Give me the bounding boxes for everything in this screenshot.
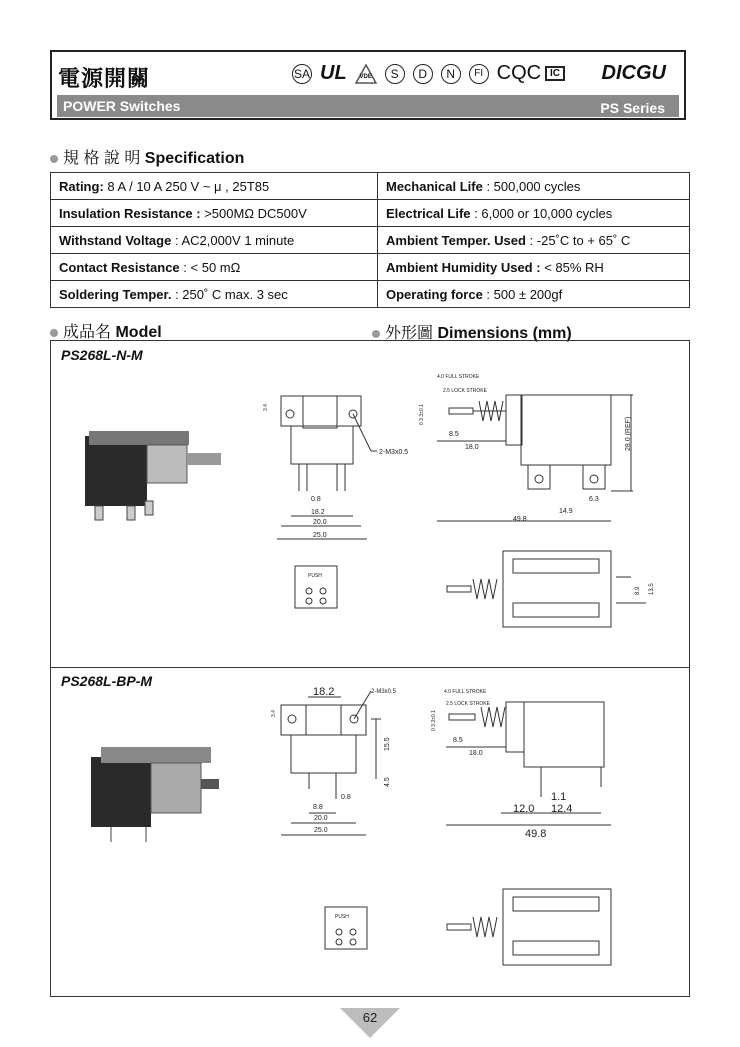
csa-mark-icon: SA — [292, 64, 312, 84]
dim-label: 8.5 — [449, 431, 459, 438]
spec-row — [51, 173, 690, 200]
dim-label: 2-M3x0.5 — [379, 449, 409, 456]
dim-label: 3.4 — [263, 404, 269, 411]
push-label: PUSH — [308, 573, 322, 579]
spec-row — [51, 200, 690, 227]
spec-value: >500MΩ DC500V — [204, 205, 307, 221]
dim-label: 18.2 — [313, 686, 335, 698]
spec-cell — [378, 173, 690, 200]
dim-label: 6.3 — [589, 496, 599, 503]
spec-cell — [378, 227, 690, 254]
spec-label: Rating: — [59, 178, 104, 194]
vde-mark-text: VDE — [359, 73, 372, 80]
spec-label: Mechanical Life — [386, 178, 483, 194]
dim-label: 0.8 — [311, 496, 321, 503]
spec-row — [51, 281, 690, 308]
semko-mark-icon: S — [385, 64, 405, 84]
dim-label: 2.5 LOCK STROKE — [443, 388, 487, 394]
spec-value: : 500,000 cycles — [486, 178, 581, 194]
spec-cell — [51, 281, 378, 308]
dim-label: 4.0 FULL STROKE — [437, 374, 480, 380]
model-1-drawings — [51, 341, 689, 667]
dim-label: 13.5 — [649, 583, 655, 595]
spec-value: : AC2,000V 1 minute — [174, 232, 295, 248]
dim-label: 4.0 FULL STROKE — [444, 689, 487, 695]
spec-heading: 規 格 說 明 Specification — [50, 145, 244, 168]
bullet-icon — [372, 330, 380, 338]
spec-cell — [378, 281, 690, 308]
spec-label: Ambient Humidity Used : — [386, 259, 541, 275]
dim-label: 3.4 — [271, 710, 277, 717]
demko-mark-icon: D — [413, 64, 433, 84]
vde-mark-icon — [355, 64, 377, 84]
title-cn: 電源開關 — [58, 66, 151, 91]
dim-label: 1.1 — [551, 791, 567, 803]
dim-label: 12.0 — [513, 803, 535, 815]
fimko-mark-icon: FI — [469, 64, 489, 84]
spec-label: Ambient Temper. Used — [386, 232, 526, 248]
front-view — [277, 396, 377, 539]
top-view — [447, 889, 611, 965]
push-label: PUSH — [335, 914, 349, 920]
header — [50, 50, 686, 120]
dim-label: 25.0 — [313, 532, 327, 539]
dim-label: 20.0 — [313, 519, 327, 526]
model-box — [50, 340, 690, 997]
spec-value: < 85% RH — [544, 259, 604, 275]
spec-cell — [378, 254, 690, 281]
dim-label: 8.5 — [453, 737, 463, 744]
cqc-mark: CQC — [496, 62, 542, 84]
ul-mark-icon: UL — [320, 62, 347, 84]
spec-label: Soldering Temper. — [59, 286, 172, 302]
bullet-icon — [50, 329, 58, 337]
spec-cell — [51, 227, 378, 254]
spec-value: 8 A / 10 A 250 V ~ μ , 25T85 — [107, 178, 270, 194]
spec-value: : 500 ± 200gf — [486, 286, 563, 302]
spec-value: : -25˚C to + 65˚ C — [529, 232, 631, 248]
bullet-icon — [50, 155, 58, 163]
subtitle: POWER Switches — [63, 98, 181, 114]
spec-table — [50, 172, 690, 308]
spec-value: : < 50 mΩ — [183, 259, 241, 275]
dim-label: 18.0 — [469, 750, 483, 757]
spec-cell — [51, 254, 378, 281]
dim-label: 14.9 — [559, 508, 573, 515]
page-number: 62 — [362, 1010, 378, 1025]
spec-label: Insulation Resistance : — [59, 205, 201, 221]
product-photo — [91, 747, 219, 842]
spec-cell — [51, 200, 378, 227]
spec-label: Withstand Voltage — [59, 232, 172, 248]
dim-label: 49.8 — [525, 828, 547, 840]
spec-value: : 6,000 or 10,000 cycles — [474, 205, 613, 221]
spec-cell — [51, 173, 378, 200]
spec-cell — [378, 200, 690, 227]
dim-label: 18.2 — [311, 509, 325, 516]
dim-label: 0 3.3±0.1 — [431, 710, 437, 731]
dim-label: 8.9 — [635, 586, 641, 595]
nemko-mark-icon: N — [441, 64, 461, 84]
front-view — [281, 691, 381, 835]
dim-label: 18.0 — [465, 444, 479, 451]
page-number-badge — [340, 1008, 400, 1038]
dim-label: 49.8 — [513, 516, 527, 523]
dim-label: 20.0 — [314, 815, 328, 822]
dim-label: 2.5 LOCK STROKE — [446, 701, 490, 707]
dim-label: 28.0 (REF) — [625, 416, 632, 451]
dim-label: 15.5 — [384, 737, 391, 751]
spec-value: : 250˚ C max. 3 sec — [175, 286, 288, 302]
dimensions-heading: 外形圖 Dimensions (mm) — [372, 320, 572, 343]
spec-label: Contact Resistance — [59, 259, 180, 275]
top-view — [447, 551, 646, 627]
model-name: PS268L-N-M — [61, 347, 143, 363]
dim-label: 0.8 — [341, 794, 351, 801]
model-2-drawings — [51, 667, 689, 997]
subtitle-bar — [57, 95, 679, 117]
spec-row — [51, 227, 690, 254]
model-heading: 成品名 Model — [50, 319, 162, 342]
spec-label: Operating force — [386, 286, 483, 302]
spec-row — [51, 254, 690, 281]
series: PS Series — [600, 100, 665, 116]
dim-label: 2-M3x0.5 — [371, 689, 397, 695]
dim-label: 0 3.3±0.1 — [419, 404, 425, 425]
dim-label: 25.0 — [314, 827, 328, 834]
model-name: PS268L-BP-M — [61, 673, 153, 689]
dim-label: 4.5 — [384, 777, 391, 787]
dim-label: 8.8 — [313, 804, 323, 811]
side-view — [437, 395, 633, 521]
product-photo — [85, 431, 221, 520]
brand-logo: DICGU — [601, 62, 666, 84]
certification-marks — [292, 62, 541, 85]
spec-label: Electrical Life — [386, 205, 471, 221]
dim-label: 12.4 — [551, 803, 573, 815]
ic-logo: IC — [545, 66, 565, 81]
